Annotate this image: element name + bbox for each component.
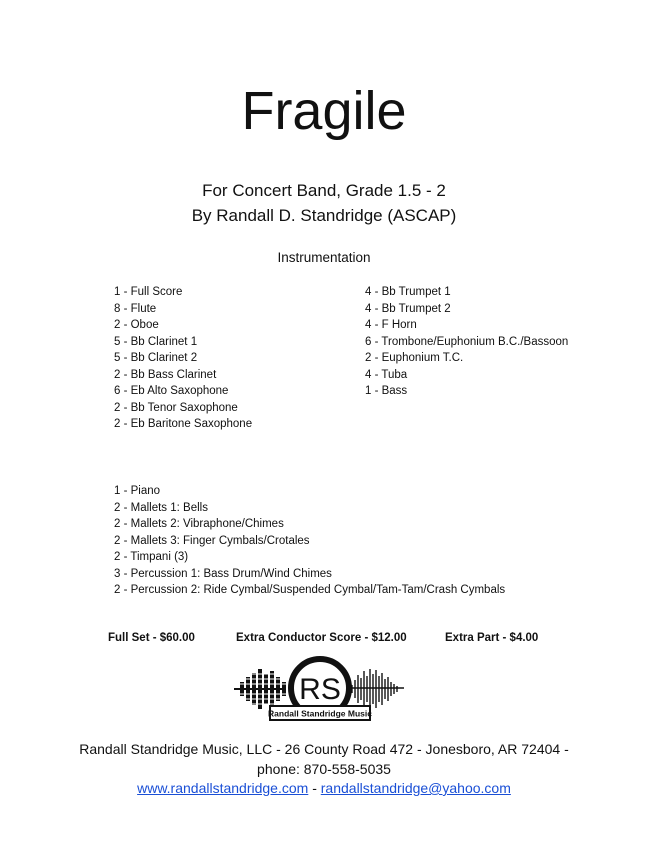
list-item: 4 - Bb Trumpet 1 (365, 286, 451, 298)
list-item: 2 - Timpani (3) (114, 551, 189, 563)
list-item: 4 - Tuba (365, 368, 408, 381)
soundwave-logo-icon (232, 655, 408, 727)
price-conductor-score: Extra Conductor Score - $12.00 (236, 632, 407, 644)
list-item: 6 - Eb Alto Saxophone (114, 385, 229, 397)
footer-phone: phone: 870-558-5035 (257, 761, 391, 777)
list-item: 1 - Bass (365, 385, 408, 397)
footer-links (0, 780, 648, 796)
instrumentation-percussion-list (114, 483, 505, 599)
list-item: 3 - Percussion 1: Bass Drum/Wind Chimes (114, 567, 332, 580)
list-item: 4 - F Horn (365, 319, 417, 331)
svg-text:Randall Standridge Music: Randall Standridge Music (268, 708, 372, 719)
price-extra-part: Extra Part - $4.00 (445, 632, 539, 644)
list-item: 5 - Bb Clarinet 2 (114, 352, 198, 364)
instrumentation-woodwinds-list (114, 284, 252, 433)
svg-text:RS: RS (299, 673, 341, 706)
list-item: 2 - Mallets 3: Finger Cymbals/Crotales (114, 534, 310, 547)
list-item: 5 - Bb Clarinet 1 (114, 335, 198, 348)
list-item: 2 - Mallets 2: Vibraphone/Chimes (114, 518, 284, 530)
subtitle-ensemble-grade: For Concert Band, Grade 1.5 - 2 (202, 181, 446, 200)
list-item: 4 - Bb Trumpet 2 (365, 302, 451, 315)
list-item: 2 - Mallets 1: Bells (114, 501, 208, 514)
list-item: 1 - Full Score (114, 286, 183, 298)
price-full-set: Full Set - $60.00 (108, 632, 195, 644)
list-item: 8 - Flute (114, 302, 157, 315)
publisher-logo (232, 655, 408, 727)
page-title: Fragile (241, 81, 407, 141)
email-link[interactable]: randallstandridge@yahoo.com (320, 780, 511, 796)
list-item: 2 - Eb Baritone Saxophone (114, 418, 253, 430)
list-item: 1 - Piano (114, 485, 161, 497)
instrumentation-brass-list (365, 284, 568, 400)
link-separator: - (308, 780, 321, 796)
list-item: 2 - Percussion 2: Ride Cymbal/Suspended Cymbal/Tam-Tam/Crash Cymbals (114, 584, 506, 596)
footer-address: Randall Standridge Music, LLC - 26 County Road 472 - Jonesboro, AR 72404 - (79, 741, 569, 757)
website-link[interactable]: www.randallstandridge.com (137, 780, 309, 796)
list-item: 2 - Euphonium T.C. (365, 352, 464, 364)
list-item: 2 - Oboe (114, 319, 159, 331)
list-item: 2 - Bb Tenor Saxophone (114, 401, 238, 414)
list-item: 2 - Bb Bass Clarinet (114, 368, 217, 381)
instrumentation-heading: Instrumentation (277, 250, 371, 265)
list-item: 6 - Trombone/Euphonium B.C./Bassoon (365, 335, 569, 348)
subtitle-composer: By Randall D. Standridge (ASCAP) (191, 206, 457, 225)
